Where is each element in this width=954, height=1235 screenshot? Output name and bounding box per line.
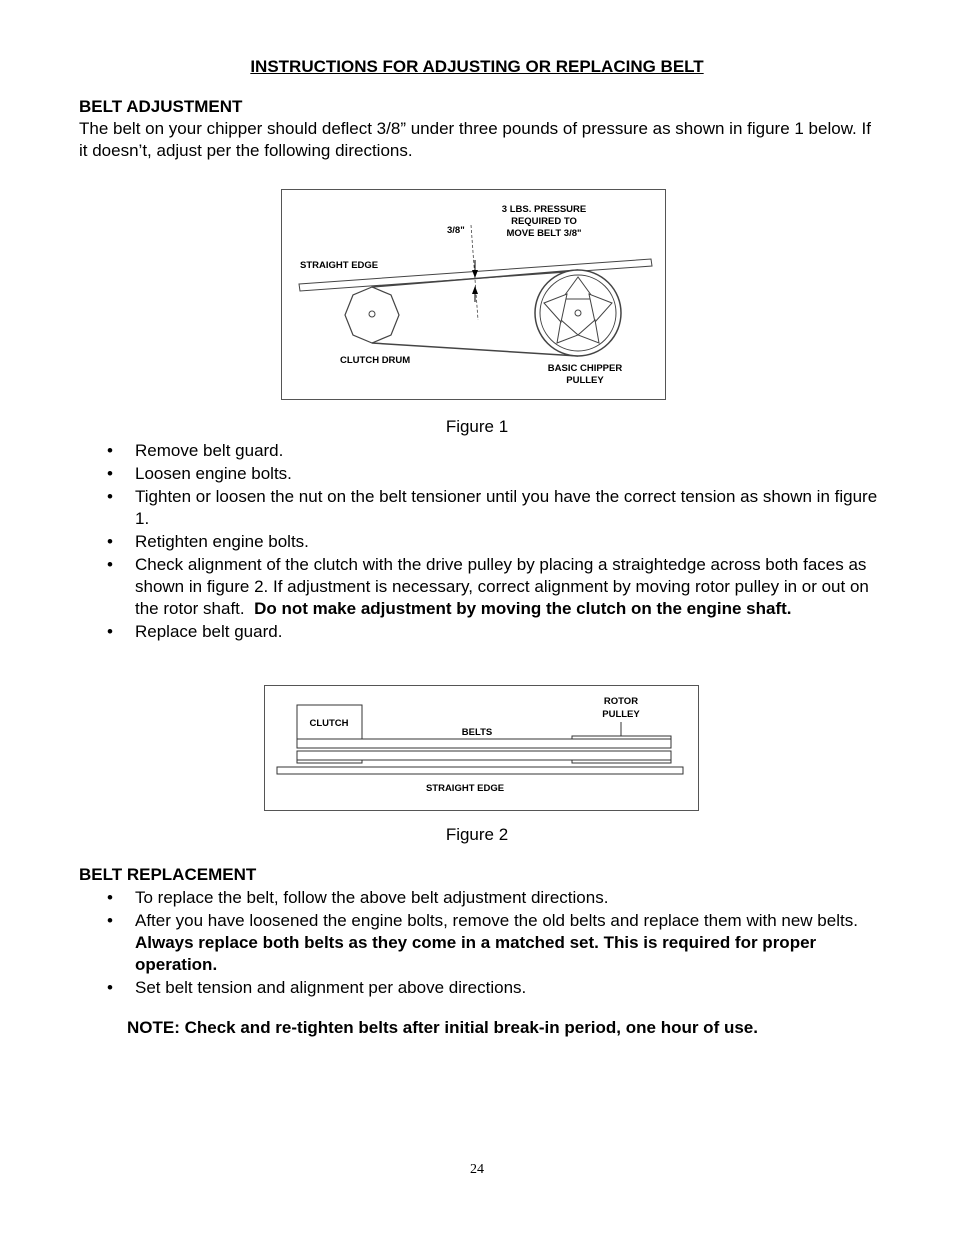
warning-text: Do not make adjustment by moving the clutch on the engine shaft. [254,599,792,618]
list-item: • Set belt tension and alignment per above directions. [107,978,527,997]
list-item: • Check alignment of the clutch with the drive pulley by placing a straightedge across both faces as shown in figure 2. If adjustment is necessary, correct alignment by moving rotor pulley in or out on the rotor shaft. Do not make adjustment by moving the clutch on the engine shaft. [107,555,869,618]
bullet-icon: • [107,464,113,483]
label-belts: BELTS [461,727,493,738]
label-straight-edge: STRAIGHT EDGE [300,260,379,271]
belt-replacement-heading: BELT REPLACEMENT [79,865,257,884]
clutch-drum [345,287,399,343]
bullet-icon: • [107,441,113,460]
replacement-steps [79,887,879,1000]
belt-2 [297,751,671,760]
bullet-icon: • [107,911,113,930]
label-pulley: PULLEY [602,709,640,720]
list-item: • After you have loosened the engine bolts, remove the old belts and replace them with new belts. Always replace both belts as they come in a matched set. This is required for proper operation. [107,911,858,974]
belt-adjustment-heading: BELT ADJUSTMENT [79,97,243,116]
adjustment-steps [79,440,879,644]
label-straight-edge: STRAIGHT EDGE [425,783,505,794]
label-rotor: ROTOR [603,696,639,707]
bullet-icon: • [107,622,113,641]
figure-1-caption: Figure 1 [445,417,509,436]
list-item: • Retighten engine bolts. [107,532,309,551]
label-deflection: 3/8" [447,225,465,236]
bullet-icon: • [107,888,113,907]
label-pressure-3: MOVE BELT 3/8" [506,228,582,239]
list-item: • To replace the belt, follow the above belt adjustment directions. [107,888,609,907]
belt-adjustment-intro: The belt on your chipper should deflect 3/8” under three pounds of pressure as shown in figure 1 below. If it doesn’t, adjust per the following directions. [79,119,871,160]
list-item: • Loosen engine bolts. [107,464,292,483]
belt-1 [297,739,671,748]
list-item: • Tighten or loosen the nut on the belt tensioner until you have the correct tension as shown in figure 1. [107,487,878,528]
list-item: • Remove belt guard. [107,441,284,460]
label-clutch: CLUTCH [309,718,349,729]
page-number: 24 [470,1162,484,1177]
warning-text: Always replace both belts as they come in a matched set. This is required for proper operation. [135,933,817,974]
bullet-icon: • [107,978,113,997]
figure-2-drawing [265,686,698,810]
list-item: • Replace belt guard. [107,622,283,641]
figure-1-drawing [282,190,665,399]
bullet-icon: • [107,532,113,551]
page-title: INSTRUCTIONS FOR ADJUSTING OR REPLACING BELT [250,57,704,76]
label-clutch-drum: CLUTCH DRUM [340,355,411,366]
deflection-arrowhead-bottom [472,286,478,294]
bullet-icon: • [107,555,113,574]
figure-2 [264,685,699,811]
label-pulley-1: BASIC CHIPPER [547,363,623,374]
figure-1 [281,189,666,400]
label-pulley-2: PULLEY [566,375,604,386]
straight-edge-bar [277,767,683,774]
label-pressure-2: REQUIRED TO [511,216,577,227]
label-pressure-1: 3 LBS. PRESSURE [501,204,587,215]
bullet-icon: • [107,487,113,506]
note-text: NOTE: Check and re-tighten belts after initial break-in period, one hour of use. [127,1018,758,1037]
figure-2-caption: Figure 2 [445,825,509,844]
